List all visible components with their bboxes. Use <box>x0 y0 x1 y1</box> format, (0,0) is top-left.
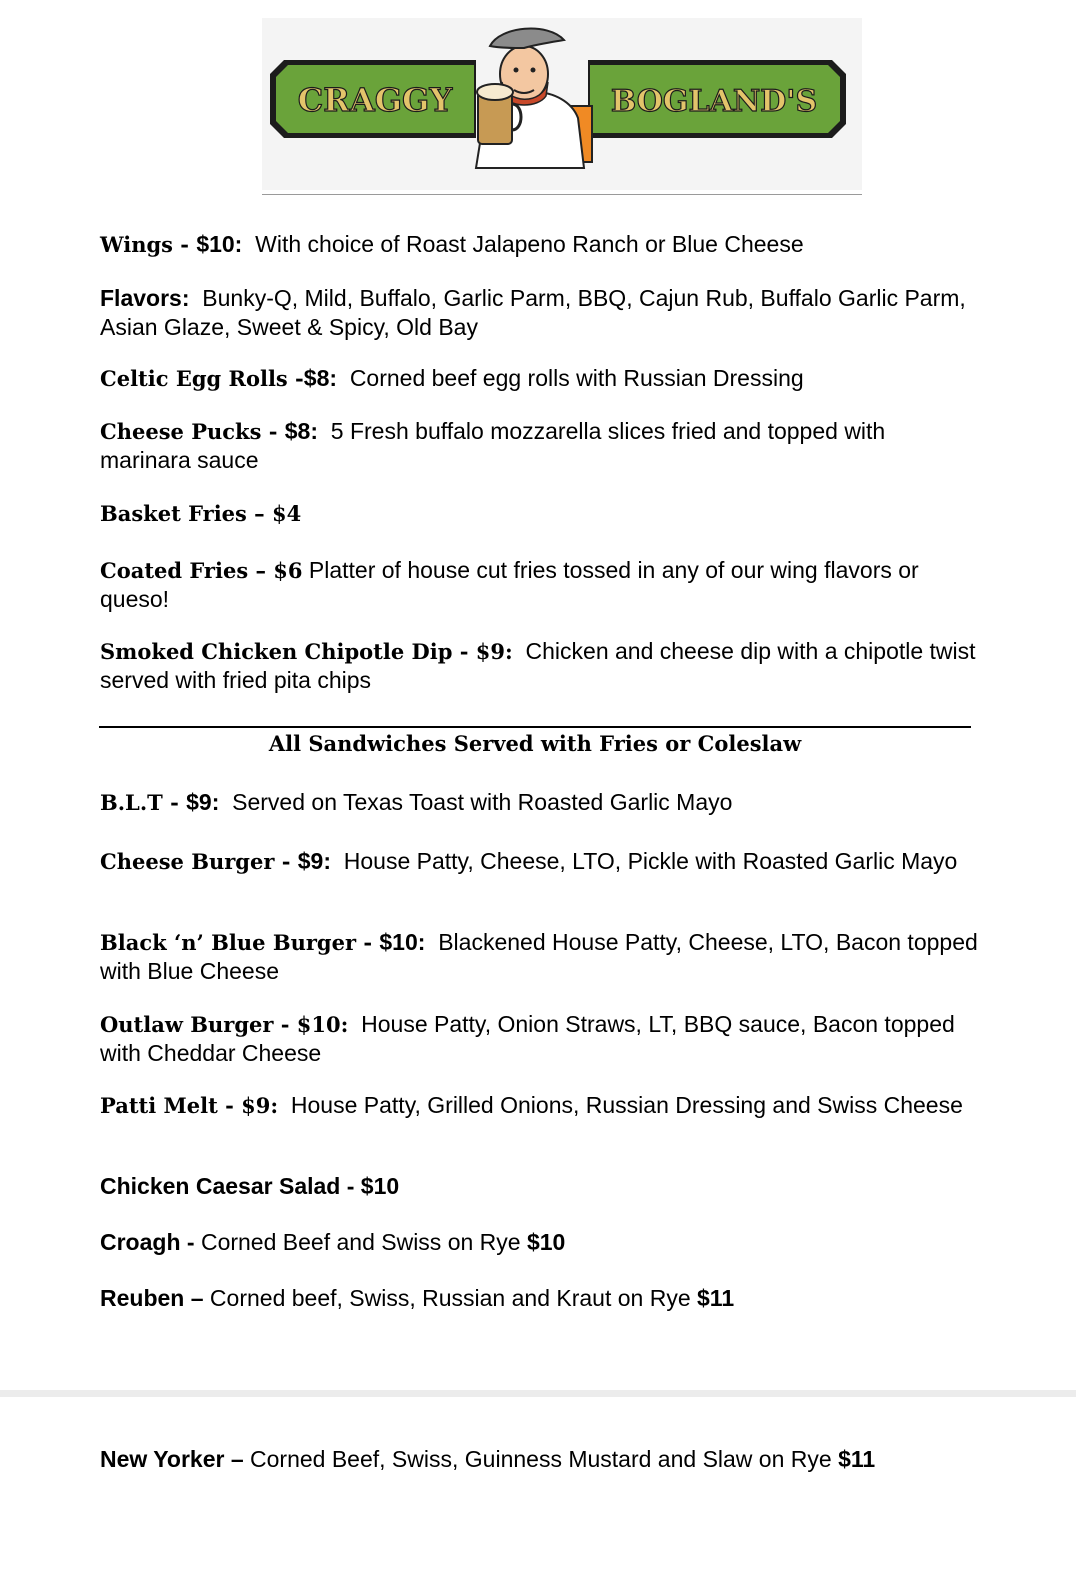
menu-item-wings: Wings - $10: With choice of Roast Jalapeno Ranch or Blue Cheese <box>100 231 804 257</box>
menu-item-black-n-blue-burger: Black ‘n’ Blue Burger - $10: Blackened House Patty, Cheese, LTO, Bacon topped with Blue Cheese <box>100 929 978 984</box>
menu-item-reuben: Reuben – Corned beef, Swiss, Russian and Kraut on Rye $11 <box>100 1285 735 1311</box>
menu-item-cheese-pucks: Cheese Pucks - $8: 5 Fresh buffalo mozzarella slices fried and topped with marinara sauce <box>100 418 886 473</box>
menu-item-patti-melt: Patti Melt - $9: House Patty, Grilled Onions, Russian Dressing and Swiss Cheese <box>100 1092 963 1118</box>
sandwich-section-header: All Sandwiches Served with Fries or Coleslaw <box>268 731 802 756</box>
menu-item-flavors: Flavors: Bunky-Q, Mild, Buffalo, Garlic Parm, BBQ, Cajun Rub, Buffalo Garlic Parm, Asian Glaze, Sweet & Spicy, Old Bay <box>100 285 966 340</box>
menu-item-chicken-caesar-salad: Chicken Caesar Salad - $10 <box>100 1173 400 1199</box>
menu-item-outlaw-burger: Outlaw Burger - $10: House Patty, Onion Straws, LT, BBQ sauce, Bacon topped with Cheddar Cheese <box>100 1011 955 1066</box>
menu-item-blt: B.L.T - $9: Served on Texas Toast with Roasted Garlic Mayo <box>100 789 733 815</box>
logo-divider <box>262 194 862 195</box>
menu-item-chipotle-dip: Smoked Chicken Chipotle Dip - $9: Chicken and cheese dip with a chipotle twist served with fried pita chips <box>100 638 976 693</box>
svg-text:CRAGGY: CRAGGY <box>297 81 453 119</box>
menu-item-celtic-egg-rolls: Celtic Egg Rolls -$8: Corned beef egg rolls with Russian Dressing <box>100 365 804 391</box>
page-separator <box>0 1390 1076 1397</box>
menu-item-coated-fries: Coated Fries – $6 Platter of house cut fries tossed in any of our wing flavors or queso! <box>100 557 919 612</box>
menu-item-croagh: Croagh - Corned Beef and Swiss on Rye $10 <box>100 1229 566 1255</box>
menu-item-basket-fries: Basket Fries – $4 <box>100 501 302 526</box>
menu-item-new-yorker: New Yorker – Corned Beef, Swiss, Guinness Mustard and Slaw on Rye $11 <box>100 1446 876 1472</box>
section-divider <box>99 726 971 728</box>
svg-text:BOGLAND'S: BOGLAND'S <box>610 84 818 119</box>
menu-item-cheese-burger: Cheese Burger - $9: House Patty, Cheese, LTO, Pickle with Roasted Garlic Mayo <box>100 848 958 874</box>
restaurant-logo <box>262 18 862 190</box>
menu-page-2 <box>0 1397 1076 1586</box>
